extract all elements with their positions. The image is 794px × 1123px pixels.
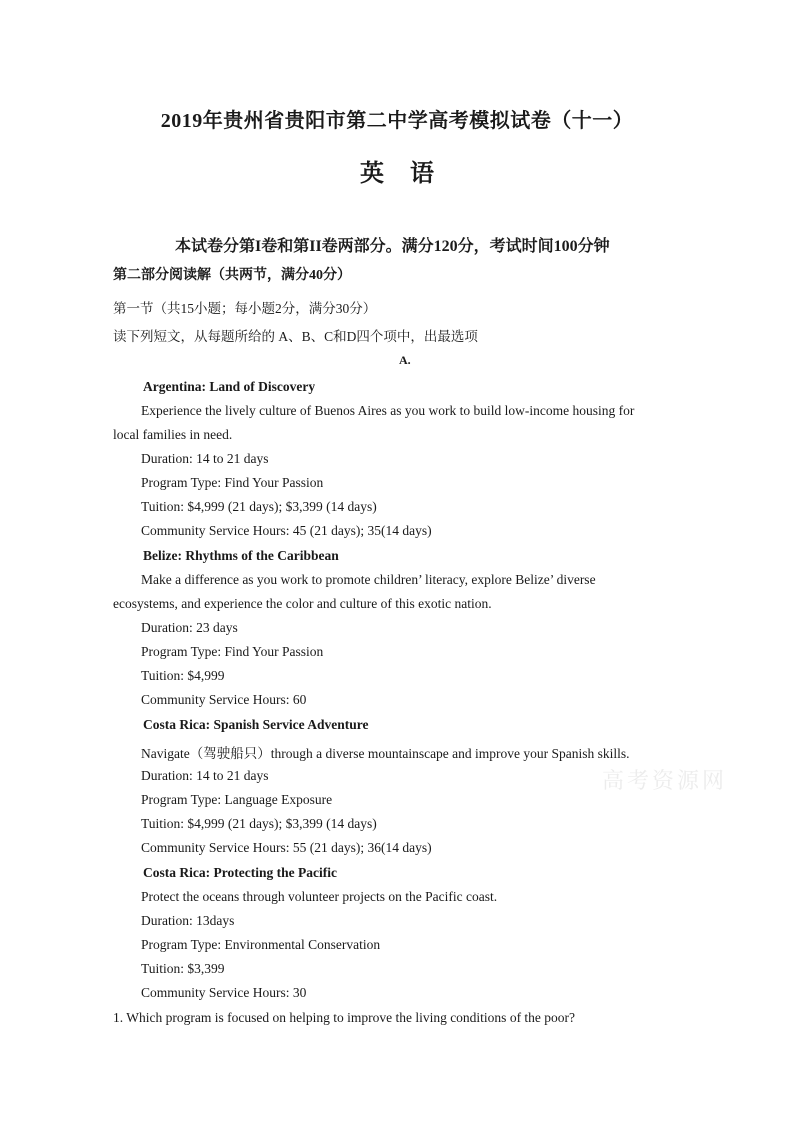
program-service-hours: Community Service Hours: 45 (21 days); 35(14 days) (141, 523, 432, 538)
passage-label: A. (399, 353, 411, 367)
program-tuition: Tuition: $4,999 (141, 668, 225, 683)
program-description: Navigate（驾驶船只）through a diverse mountainscape and improve your Spanish skills. (141, 746, 630, 761)
program-description-cont: local families in need. (113, 427, 233, 442)
exam-title: 2019年贵州省贵阳市第二中学高考模拟试卷（十一） (160, 110, 634, 132)
program-description-cont: ecosystems, and experience the color and culture of this exotic nation. (113, 596, 492, 611)
program-duration: Duration: 13days (141, 913, 235, 928)
program-title: Belize: Rhythms of the Caribbean (143, 548, 339, 563)
program-tuition: Tuition: $4,999 (21 days); $3,399 (14 days) (141, 816, 377, 831)
part-heading: 第二部分阅读解（共两节，满分40分） (113, 268, 351, 283)
program-type: Program Type: Find Your Passion (141, 644, 324, 659)
subject-title: 英 语 (360, 161, 444, 187)
instructions: 读下列短文，从每题所给的 A、B、C和D四个项中，出最选项 (113, 329, 478, 344)
section-heading: 第一节（共15小题；每小题2分，满分30分） (113, 301, 377, 316)
program-type: Program Type: Language Exposure (141, 792, 333, 807)
program-service-hours: Community Service Hours: 60 (141, 692, 307, 707)
program-description: Protect the oceans through volunteer projects on the Pacific coast. (141, 889, 498, 904)
program-title: Costa Rica: Protecting the Pacific (143, 865, 337, 880)
question-1: 1. Which program is focused on helping to improve the living conditions of the poor? (113, 1010, 576, 1025)
watermark: 高考资源网 (602, 768, 728, 793)
program-duration: Duration: 23 days (141, 620, 238, 635)
program-duration: Duration: 14 to 21 days (141, 768, 269, 783)
program-service-hours: Community Service Hours: 30 (141, 985, 307, 1000)
program-description: Make a difference as you work to promote children’ literacy, explore Belize’ diverse (141, 572, 596, 587)
program-description: Experience the lively culture of Buenos Aires as you work to build low-income housing for (141, 403, 635, 418)
program-type: Program Type: Environmental Conservation (141, 937, 381, 952)
exam-intro: 本试卷分第I卷和第II卷两部分。满分120分，考试时间100分钟 (175, 238, 610, 255)
program-tuition: Tuition: $3,399 (141, 961, 225, 976)
program-service-hours: Community Service Hours: 55 (21 days); 36(14 days) (141, 840, 432, 855)
program-title: Argentina: Land of Discovery (143, 379, 316, 394)
program-title: Costa Rica: Spanish Service Adventure (143, 717, 369, 732)
program-duration: Duration: 14 to 21 days (141, 451, 269, 466)
program-tuition: Tuition: $4,999 (21 days); $3,399 (14 days) (141, 499, 377, 514)
program-type: Program Type: Find Your Passion (141, 475, 324, 490)
